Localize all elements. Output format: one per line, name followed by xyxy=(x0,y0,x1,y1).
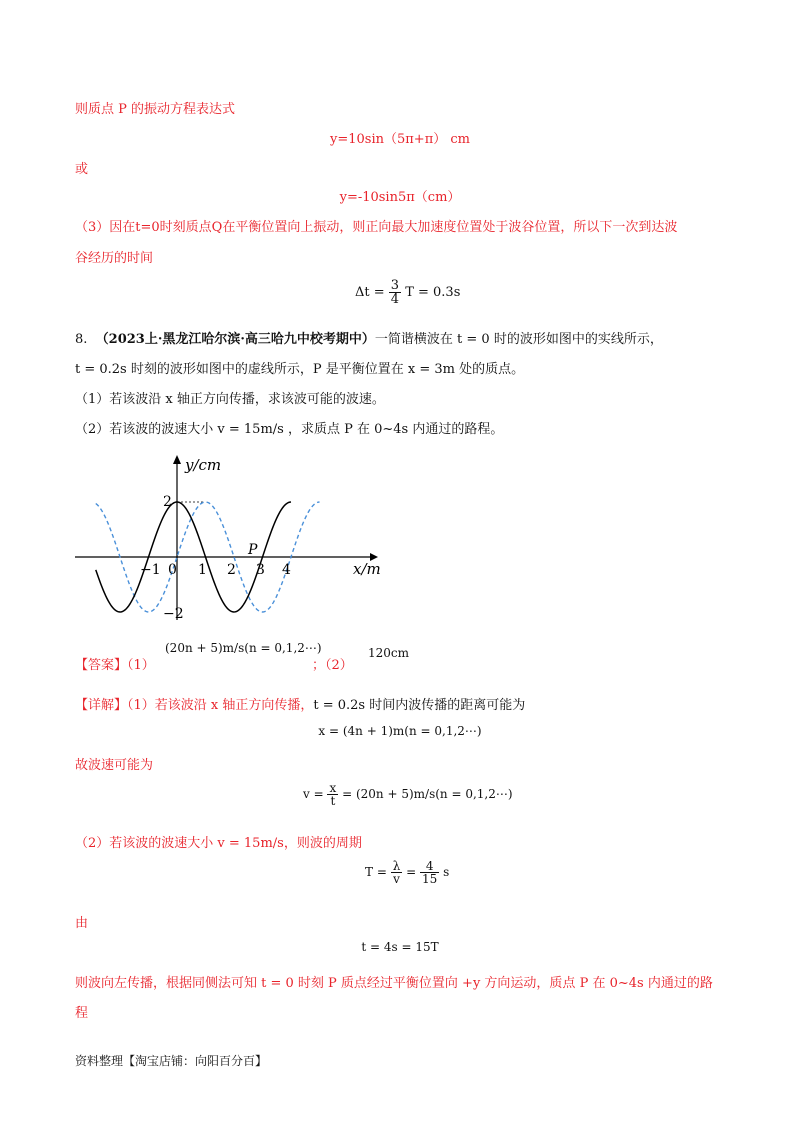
x-tick-2: 2 xyxy=(227,562,236,578)
eq3-denominator: 4 xyxy=(390,292,400,307)
x-tick-0: 0 xyxy=(168,562,177,578)
eq3-lhs: Δt = xyxy=(355,285,385,300)
equation-x: x = (4n + 1)m(n = 0,1,2⋯) xyxy=(318,724,482,738)
question-8-line1 xyxy=(75,328,663,347)
question-sub-2: （2）若该波的波速大小 v = 15m/s ，求质点 P 在 0~4s 内通过的路程。 xyxy=(75,422,504,437)
answer-value-2: 120cm xyxy=(368,646,410,660)
eq-T-num1: λ xyxy=(392,859,401,873)
detail-label: 【详解】（1）若该波沿 x 轴正方向传播， xyxy=(75,698,314,713)
or-text: 或 xyxy=(75,162,89,177)
part3-line1: （3）因在t=0时刻质点Q在平衡位置向上振动，则正向最大加速度位置处于波谷位置，所以下一次到达波 xyxy=(75,220,678,235)
eq-v-fraction xyxy=(327,782,338,807)
eq-v-lhs: v = xyxy=(303,787,324,801)
y-axis-arrow xyxy=(173,455,181,464)
eq-T-fraction-2 xyxy=(420,860,439,885)
conclusion-line-2: 程 xyxy=(75,1006,89,1021)
x-tick-3: 3 xyxy=(256,562,265,578)
question-sub-1: （1）若该波沿 x 轴正方向传播，求该波可能的波速。 xyxy=(75,392,385,407)
point-p-label: P xyxy=(248,542,258,558)
x-tick-1: 1 xyxy=(198,562,207,578)
y-tick-2: 2 xyxy=(163,494,172,510)
equation-t: t = 4s = 15T xyxy=(361,940,439,954)
equation-y-10sin: y=10sin（5π+π） cm xyxy=(330,132,470,147)
question-number: 8. xyxy=(75,332,88,347)
wave-graph xyxy=(70,450,390,625)
by-text: 由 xyxy=(75,916,89,931)
eq-T-num2: 4 xyxy=(420,860,439,873)
eq-v-numerator: x xyxy=(329,781,337,795)
eq3-numerator: 3 xyxy=(390,278,400,293)
equation-y-neg10sin: y=-10sin5π（cm） xyxy=(339,190,461,205)
page-footer: 资料整理【淘宝店铺：向阳百分百】 xyxy=(75,1054,268,1068)
answer-sep: ；（2） xyxy=(312,658,353,673)
detail-line-1 xyxy=(75,694,525,713)
speed-intro: 故波速可能为 xyxy=(75,758,154,773)
answer-label: 【答案】（1） xyxy=(75,658,155,673)
detail-part-2: （2）若该波的波速大小 v = 15m/s，则波的周期 xyxy=(75,836,362,851)
question-source: （2023上·黑龙江哈尔滨·高三哈九中校考期中） xyxy=(95,332,375,347)
equation-T xyxy=(365,860,449,885)
solution-line-vibration-eq-intro: 则质点 P 的振动方程表达式 xyxy=(75,102,236,117)
eq-T-den1: v xyxy=(393,872,400,886)
equation-v xyxy=(303,782,513,807)
x-tick-4: 4 xyxy=(282,562,291,578)
x-axis-label: x/m xyxy=(353,560,381,578)
eq-v-denominator: t xyxy=(330,794,336,808)
x-tick-neg1: −1 xyxy=(140,562,161,578)
eq3-fraction xyxy=(389,279,401,306)
conclusion-line-1: 则波向左传播，根据同侧法可知 t = 0 时刻 P 质点经过平衡位置向 +y 方向运动，质点 P 在 0~4s 内通过的路 xyxy=(75,976,713,991)
eq-T-fraction-1 xyxy=(391,860,403,885)
eq3-rhs: T = 0.3s xyxy=(405,285,461,300)
eq-T-lhs: T = xyxy=(365,865,387,879)
eq-v-rhs: = (20n + 5)m/s(n = 0,1,2⋯) xyxy=(342,787,513,801)
detail-label-cont: t = 0.2s 时间内波传播的距离可能为 xyxy=(313,698,526,713)
question-stem-2: t = 0.2s 时刻的波形如图中的虚线所示，P 是平衡位置在 x = 3m 处的质点。 xyxy=(75,362,525,377)
question-stem-1: 一简谐横波在 t = 0 时的波形如图中的实线所示， xyxy=(374,332,663,347)
y-axis-label: y/cm xyxy=(185,456,222,474)
y-tick-neg2: −2 xyxy=(163,606,184,622)
eq-T-unit: s xyxy=(443,865,450,879)
eq-T-mid: = xyxy=(406,865,417,879)
answer-value-1: (20n + 5)m/s(n = 0,1,2⋯) xyxy=(165,641,322,655)
eq-T-den2: 15 xyxy=(422,872,438,886)
equation-delta-t xyxy=(355,279,460,306)
part3-line2: 谷经历的时间 xyxy=(75,251,154,266)
